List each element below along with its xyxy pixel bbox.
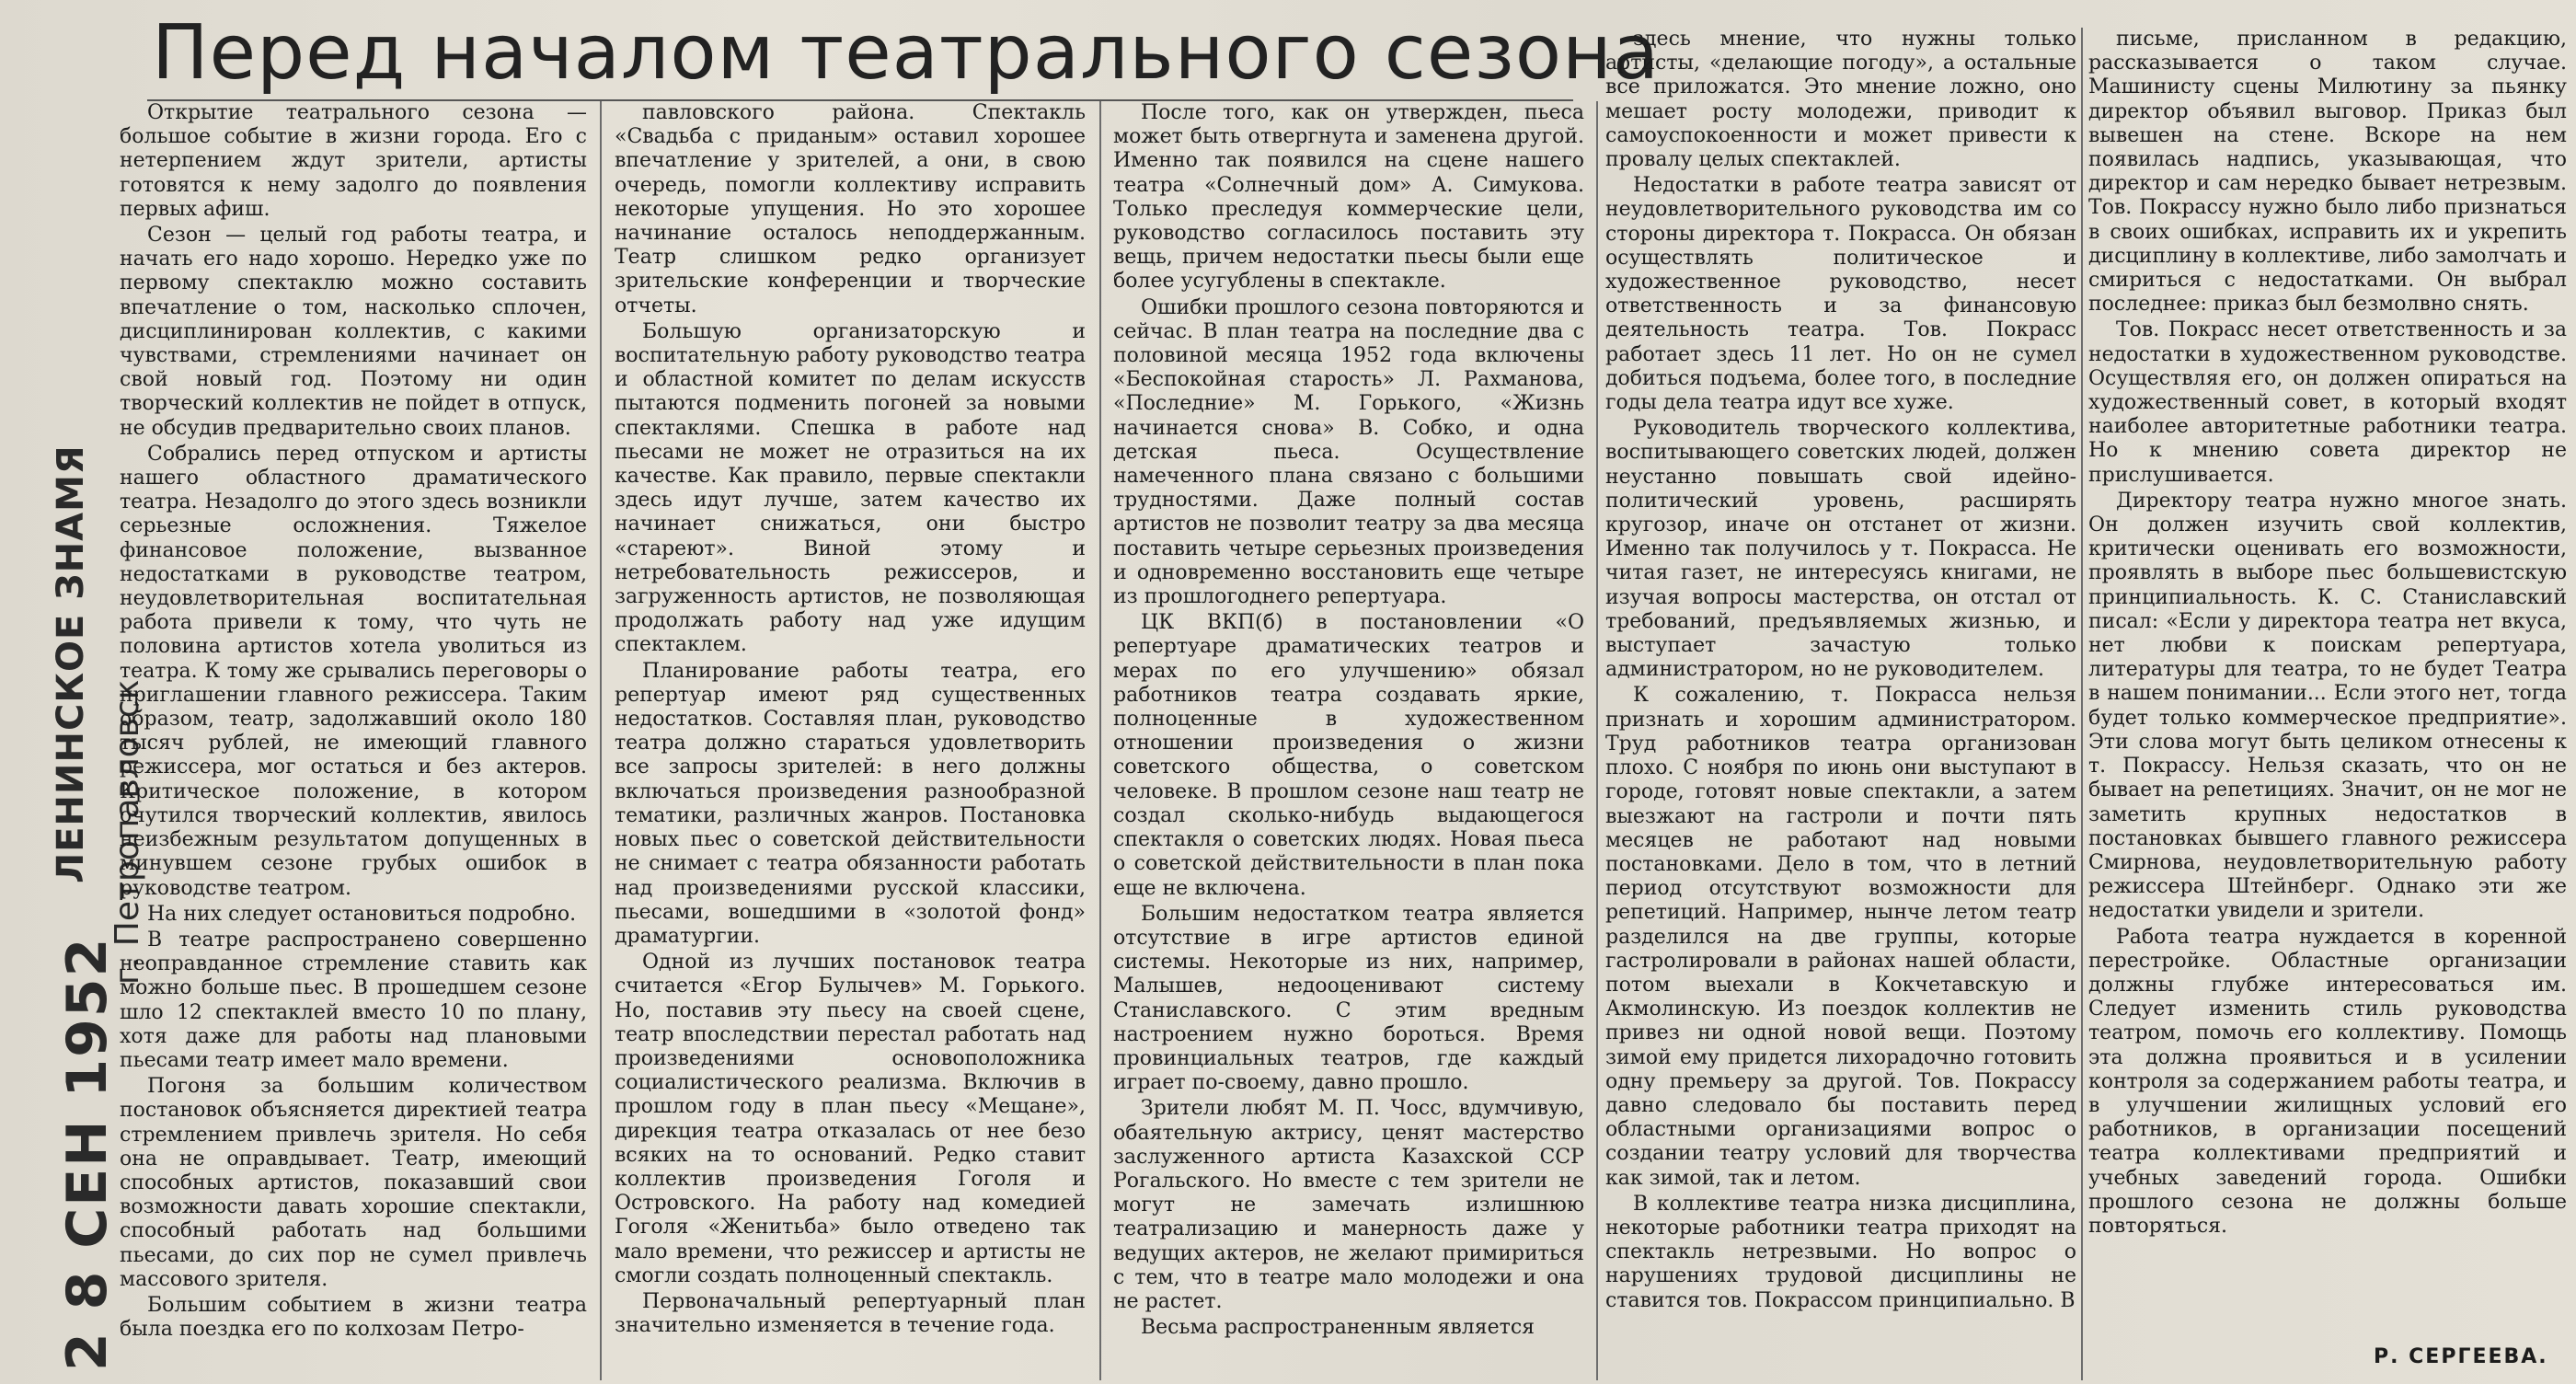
article-column-4 (1605, 28, 2076, 1371)
paragraph: ЦК ВКП(б) в постановлении «О репертуаре драматических театров и мерах по его улучшению» обязал работников театра создавать яркие, полноценные в художественном отношении произведения о жизни советского общества, о советском человеке. В прошлом сезоне наш театр не создал сколько-нибудь выдающегося спектакля о советских людях. Новая пьеса о советской действительности в план пока еще не включена. (1113, 611, 1584, 900)
article-column-1 (120, 101, 587, 1371)
column-divider (1596, 101, 1598, 1380)
column-divider (1099, 101, 1101, 1380)
paragraph: Большую организаторскую и воспитательную работу руководство театра и областной комитет по делам искусств пытаются подменить погоней за новыми спектаклями. Спешка в работе над пьесами не может не отразиться на их качестве. Как правило, первые спектакли здесь идут лучше, затем качество их начинает снижаться, они быстро «стареют». Виной этому и нетребовательность режиссеров, и загруженность артистов, не позволяющая продолжать работу над уже идущим спектаклем. (615, 319, 1086, 657)
archive-stamp (18, 276, 146, 1371)
paragraph: После того, как он утвержден, пьеса может быть отвергнута и заменена другой. Именно так появился на сцене нашего театра «Солнечный дом» А. Симукова. Только преследуя коммерческие цели, руководство согласилось поставить эту вещь, причем недостатки пьесы были еще более усугублены в спектакле. (1113, 101, 1584, 294)
paragraph: Погоня за большим количеством постановок объясняется директией театра стремлением привлечь зрителя. Но себя она не оправдывает. Театр, имеющий способных артистов, показавший свои возможности давать хорошие спектакли, способный работать над большими пьесами, до сих пор не сумел привлечь массового зрителя. (120, 1075, 587, 1291)
paragraph: Весьма распространенным является (1141, 1316, 1535, 1340)
paragraph: На них следует остановиться подробно. (147, 902, 577, 926)
article-column-2 (615, 101, 1086, 1371)
paragraph: Планирование работы театра, его репертуар имеют ряд существенных недостатков. Составляя план, руководство театра должно стараться удовлетворить все запросы зрителей: в него должны включаться произведения разнообразной тематики, различных жанров. Постановка новых пьес о советской действительности не снимает с театра обязанности работать над произведениями русской классики, пьесами, вошедшими в «золотой фонд» драматургии. (615, 659, 1086, 948)
paragraph: павловского района. Спектакль «Свадьба с приданым» оставил хорошее впечатление у зрителей, а они, в свою очередь, помогли коллективу исправить некоторые упущения. Но это хорошее начинание осталось неподдержанным. Театр слишком редко организует зрительские конференции и творческие отчеты. (615, 101, 1086, 317)
column-divider (600, 101, 602, 1380)
paragraph: Большим недостатком театра является отсутствие в игре артистов единой системы. Некоторые из них, например, Малышев, недооценивают систему Станиславского. С этим вредным настроением нужно бороться. Время провинциальных театров, где каждый играет по-своему, давно прошло. (1113, 902, 1584, 1095)
paragraph: К сожалению, т. Покрасса нельзя признать и хорошим администратором. Труд работников театра организован плохо. С ноября по июнь они выступают в городе, готовят новые спектакли, а затем выезжают на гастроли и почти пять месяцев не работают над новыми постановками. Дело в том, что в летний период отсутствуют возможности для репетиций. Например, нынче летом театр разделился на две группы, которые гастролировали в районах нашей области, потом выехали в Кокчетавскую и Акмолинскую. Из поездок коллектив не привез ни одной новой вещи. Поэтому зимой ему придется лихорадочно готовить одну премьеру за другой. Тов. Покрассу давно следовало бы поставить перед областными организациями вопрос о создании театру условий для творчества как зимой, так и летом. (1605, 684, 2076, 1190)
paragraph: Руководитель творческого коллектива, воспитывающего советских людей, должен неустанно повышать свой идейно-политический уровень, расширять кругозор, иначе он отстанет от жизни. Именно так получилось у т. Покрасса. Не читая газет, не интересуясь книгами, не изучая вопросы мастерства, он отстал от требований, предъявляемых жизнью, и выступает зачастую только администратором, но не руководителем. (1605, 417, 2076, 682)
paragraph: Работа театра нуждается в коренной перестройке. Областные организации должны глубже интересоваться им. Следует изменить стиль руководства театром, помочь его коллективу. Помощь эта должна проявиться и в усилении контроля за содержанием работы театра, и в улучшении жилищных условий его работников, в организации посещений театра коллективами предприятий и учебных заведений города. Ошибки прошлого сезона не должны больше повторяться. (2088, 925, 2567, 1238)
article-column-3 (1113, 101, 1584, 1371)
article-headline: Перед началом театрального сезона (152, 9, 1660, 97)
paragraph: Сезон — целый год работы театра, и начать его надо хорошо. Нередко уже по первому спектаклю можно составить впечатление о том, насколько сплочен, дисциплинирован коллектив, с какими чувствами, стремлениями начинает он свой новый год. Поэтому ни один творческий коллектив не пойдет в отпуск, не обсудив предварительно своих планов. (120, 224, 587, 440)
paragraph: здесь мнение, что нужны только артисты, «делающие погоду», а остальные все приложатся. Это мнение ложно, оно мешает росту молодежи, приводит к самоуспокоенности и может привести к провалу целых спектаклей. (1605, 28, 2076, 172)
paragraph: письме, присланном в редакцию, рассказывается о таком случае. Машинисту сцены Милютину за пьянку директор объявил выговор. Приказ был вывешен на стене. Вскоре на нем появилась надпись, указывающая, что директор и сам нередко бывает нетрезвым. Тов. Покрассу нужно было либо признаться в своих ошибках, исправить их и укрепить дисциплину в коллективе, либо замолчать и смириться с недостатками. Он выбрал последнее: приказ был безмолвно снять. (2088, 28, 2567, 317)
paragraph: Открытие театрального сезона — большое событие в жизни города. Его с нетерпением ждут зрители, артисты готовятся к нему задолго до появления первых афиш. (120, 101, 587, 221)
paragraph: Зрители любят М. П. Чосс, вдумчивую, обаятельную актрису, ценят мастерство заслуженного артиста Казахской ССР Рогальского. Но вместе с тем зрители не могут не замечать излишнюю театрализацию и манерность даже у ведущих актеров, не желают примириться с тем, что в театре мало молодежи и она не растет. (1113, 1097, 1584, 1313)
paragraph: Директору театра нужно многое знать. Он должен изучить свой коллектив, критически оценивать его возможности, проявлять в выборе пьес большевистскую принципиальность. К. С. Станиславский писал: «Если у директора театра нет вкуса, нет любви к поискам репертуара, литературы для театра, то не будет Театра в нашем понимании... Если этого нет, тогда будет только коммерческое предприятие». Эти слова могут быть целиком отнесены к т. Покрассу. Нельзя сказать, что он не бывает на репетициях. Значит, он не мог не заметить крупных недостатков в постановках бывшего главного режиссера Смирнова, неудовлетворительную работу режиссера Штейнберг. Однако эти же недостатки увидели и зрители. (2088, 489, 2567, 923)
paragraph: Недостатки в работе театра зависят от неудовлетворительного руководства им со стороны директора т. Покрасса. Он обязан осуществлять политическое и художественное руководство, несет ответственность и за финансовую деятельность театра. Тов. Покрасс работает здесь 11 лет. Но он не сумел добиться подъема, более того, в последние годы дела театра идут все хуже. (1605, 174, 2076, 415)
stamp-date: 2 8 СЕН 1952 (55, 936, 120, 1371)
author-signature: Р. СЕРГЕЕВА. (2374, 1345, 2548, 1368)
paragraph: Ошибки прошлого сезона повторяются и сейчас. В план театра на последние два с половиной месяца 1952 года включены «Беспокойная старость» Л. Рахманова, «Последние» М. Горького, «Жизнь начинается снова» В. Собко, и одна детская пьеса. Осуществление намеченного плана связано с большими трудностями. Даже полный состав артистов не позволит театру за два месяца поставить четыре серьезных произведения и одновременно восстановить еще четыре из прошлогоднего репертуара. (1113, 295, 1584, 609)
paragraph: В театре распространено совершенно неоправданное стремление ставить как можно больше пьес. В прошедшем сезоне шло 12 спектаклей вместо 10 по плану, хотя даже для работы над плановыми пьесами театр имеет мало времени. (120, 928, 587, 1072)
column-divider (2081, 28, 2083, 1380)
paragraph: Тов. Покрасс несет ответственность и за недостатки в художественном руководстве. Осуществляя его, он должен опираться на художественный совет, в который входят наиболее авторитетные работники театра. Но к мнению совета директор не прислушивается. (2088, 318, 2567, 487)
paragraph: Одной из лучших постановок театра считается «Егор Булычев» М. Горького. Но, поставив эту пьесу на своей сцене, театр впоследствии перестал работать над произведениями основоположника социалистического реализма. Включив в прошлом году в план пьесу «Мещане», дирекция театра отказалась от нее безо всяких на то оснований. Редко ставит коллектив произведения Гоголя и Островского. На работу над комедией Гоголя «Женитьба» было отведено так мало времени, что режиссер и артисты не смогли создать полноценный спектакль. (615, 951, 1086, 1287)
article-column-5 (2088, 28, 2567, 1371)
paragraph: Первоначальный репертуарный план значительно изменяется в течение года. (615, 1289, 1086, 1338)
newspaper-name: ЛЕНИНСКОЕ ЗНАМЯ (50, 444, 92, 883)
paragraph: В коллективе театра низка дисциплина, некоторые работники театра приходят на спектакль нетрезвыми. Но вопрос о нарушениях трудовой дисциплины не ставится тов. Покрассом принципиально. В (1605, 1192, 2076, 1312)
paragraph: Собрались перед отпуском и артисты нашего областного драматического театра. Незадолго до этого здесь возникли серьезные осложнения. Тяжелое финансовое положение, вызванное недостатками в руководстве театром, неудовлетворительная воспитательная работа привели к тому, что чуть не половина артистов хотела уволиться из театра. К тому же срывались переговоры о приглашении главного режиссера. Таким образом, театр, задолжавший около 180 тысяч рублей, не имеющий главного режиссера, мог остаться и без актеров. Критическое положение, в котором очутился творческий коллектив, явилось неизбежным результатом допущенных в минувшем сезоне грубых ошибок в руководстве театром. (120, 442, 587, 900)
city-name: г. Петропавловск (109, 679, 146, 985)
paragraph: Большим событием в жизни театра была поездка его по колхозам Петро- (120, 1293, 587, 1342)
